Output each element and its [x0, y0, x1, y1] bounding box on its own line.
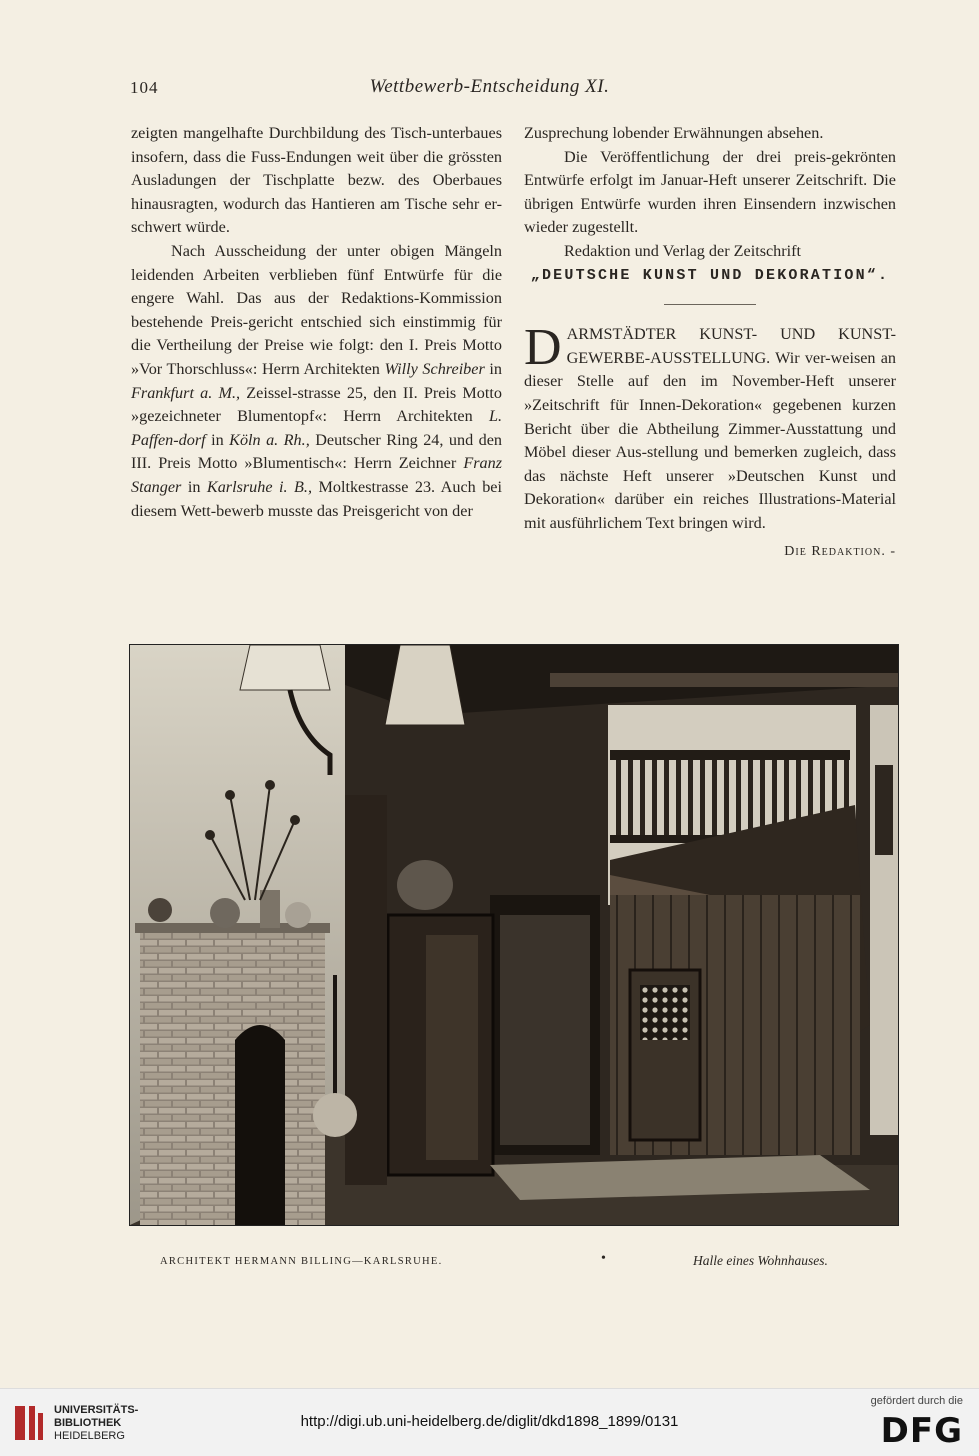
right-paragraph-1: Zusprechung lobender Erwähnungen absehen.: [524, 124, 824, 142]
viewer-footer: [0, 1388, 979, 1456]
winner-name-1: Willy Schreiber: [384, 359, 485, 378]
balustrade-spindle: [676, 760, 681, 835]
drop-cap: D: [524, 319, 562, 377]
magazine-name: „DEUTSCHE KUNST UND DEKORATION“.: [530, 266, 890, 284]
winner-place-3: Karlsruhe i. B.,: [206, 477, 313, 496]
winner-place-1: Frankfurt a. M.,: [131, 383, 241, 402]
photo-illustration: [130, 645, 898, 1225]
balustrade-spindle: [724, 760, 729, 835]
balustrade-spindle: [616, 760, 621, 835]
left-paragraph-2: Nach Ausscheidung der unter obigen Mängeln leidenden Arbeiten verblieben fünf Entwürfe für die engere Wahl. Das aus der Redaktions-Kommission bestehende Preis-gericht entschied sich einstimmig für die Vertheilung der Preise wie folgt: den I. Preis Motto »Vor Thorschluss«: Herrn Architekten Willy Schreiber in Frankfurt a. M., Zeissel-strasse 25, den II. Preis Motto »gezeichneter Blumentopf«: Herrn Architekten L. Paffen-dorf in Köln a. Rh., Deutscher Ring 24, und den III. Preis Motto »Blumentisch«: Herrn Zeichner Franz Stanger in Karlsruhe i. B., Moltkestrasse 23. Auch bei diesem Wett-bewerb musste das Preisgericht von der: [131, 241, 502, 520]
running-title: Wettbewerb-Entscheidung XI.: [369, 76, 610, 97]
balustrade-spindle: [652, 760, 657, 835]
permalink-url[interactable]: http://digi.ub.uni-heidelberg.de/diglit/dkd1898_1899/0131: [300, 1413, 679, 1430]
left-paragraph-1: zeigten mangelhafte Durchbildung des Tisch-unterbaues insofern, dass die Fuss-Endungen weit über die grössten Ausladungen der Tischplatte bezw. des Oberbaues hinausragten, wodurch das Hantieren am Tische sehr er-schwert würde.: [131, 124, 502, 237]
winner-place-2: Köln a. Rh.,: [229, 430, 310, 449]
right-column: [524, 122, 896, 563]
page-number: 104: [130, 78, 159, 97]
left-column: [131, 122, 502, 523]
exhibition-notice: DARMSTÄDTER KUNST- UND KUNST-GEWERBE-AUSSTELLUNG. Wir ver-weisen an dieser Stelle auf den im November-Heft unserer »Zeitschrift für Innen-Dekoration« gegebenen kurzen Bericht über die Abtheilung Zimmer-Ausstattung und Möbel dieser Aus-stellung und bemerken zugleich, dass das nächste Heft unserer »Deutschen Kunst und Dekoration« darüber ein reiches Illustrations-Material mit ausführlichem Text bringen wird.: [524, 319, 896, 532]
dfg-logo: DFG: [880, 1411, 963, 1451]
right-paragraph-3: Redaktion und Verlag der Zeitschrift: [564, 241, 802, 260]
section-divider: [664, 304, 756, 305]
winner-name-3: Franz Stanger: [131, 454, 502, 496]
caption-separator: •: [601, 1251, 606, 1266]
balustrade-spindle: [700, 760, 705, 835]
balustrade-spindle: [712, 760, 717, 835]
balustrade-spindle: [760, 760, 765, 835]
hall-photograph: [129, 644, 899, 1226]
balustrade-spindle: [640, 760, 645, 835]
university-library-name: UNIVERSITÄTS- BIBLIOTHEK HEIDELBERG: [54, 1404, 139, 1442]
right-paragraph-2: Die Veröffentlichung der drei preis-gekrönten Entwürfe erfolgt im Januar-Heft unserer Zeitschrift. Die übrigen Entwürfe wurden ihren Einsendern inzwischen wieder zugestellt.: [524, 147, 896, 237]
signature: Die Redaktion. -: [784, 543, 896, 559]
balustrade-spindle: [664, 760, 669, 835]
balustrade-spindle: [736, 760, 741, 835]
balustrade-spindle: [688, 760, 693, 835]
balustrade-spindle: [628, 760, 633, 835]
funder-label: gefördert durch die: [870, 1395, 963, 1407]
winner-name-2: L. Paffen-dorf: [131, 407, 502, 449]
balustrade-spindle: [748, 760, 753, 835]
photo-caption-architect: ARCHITEKT HERMANN BILLING—KARLSRUHE.: [160, 1256, 443, 1267]
photo-caption-title: Halle eines Wohnhauses.: [693, 1253, 828, 1268]
